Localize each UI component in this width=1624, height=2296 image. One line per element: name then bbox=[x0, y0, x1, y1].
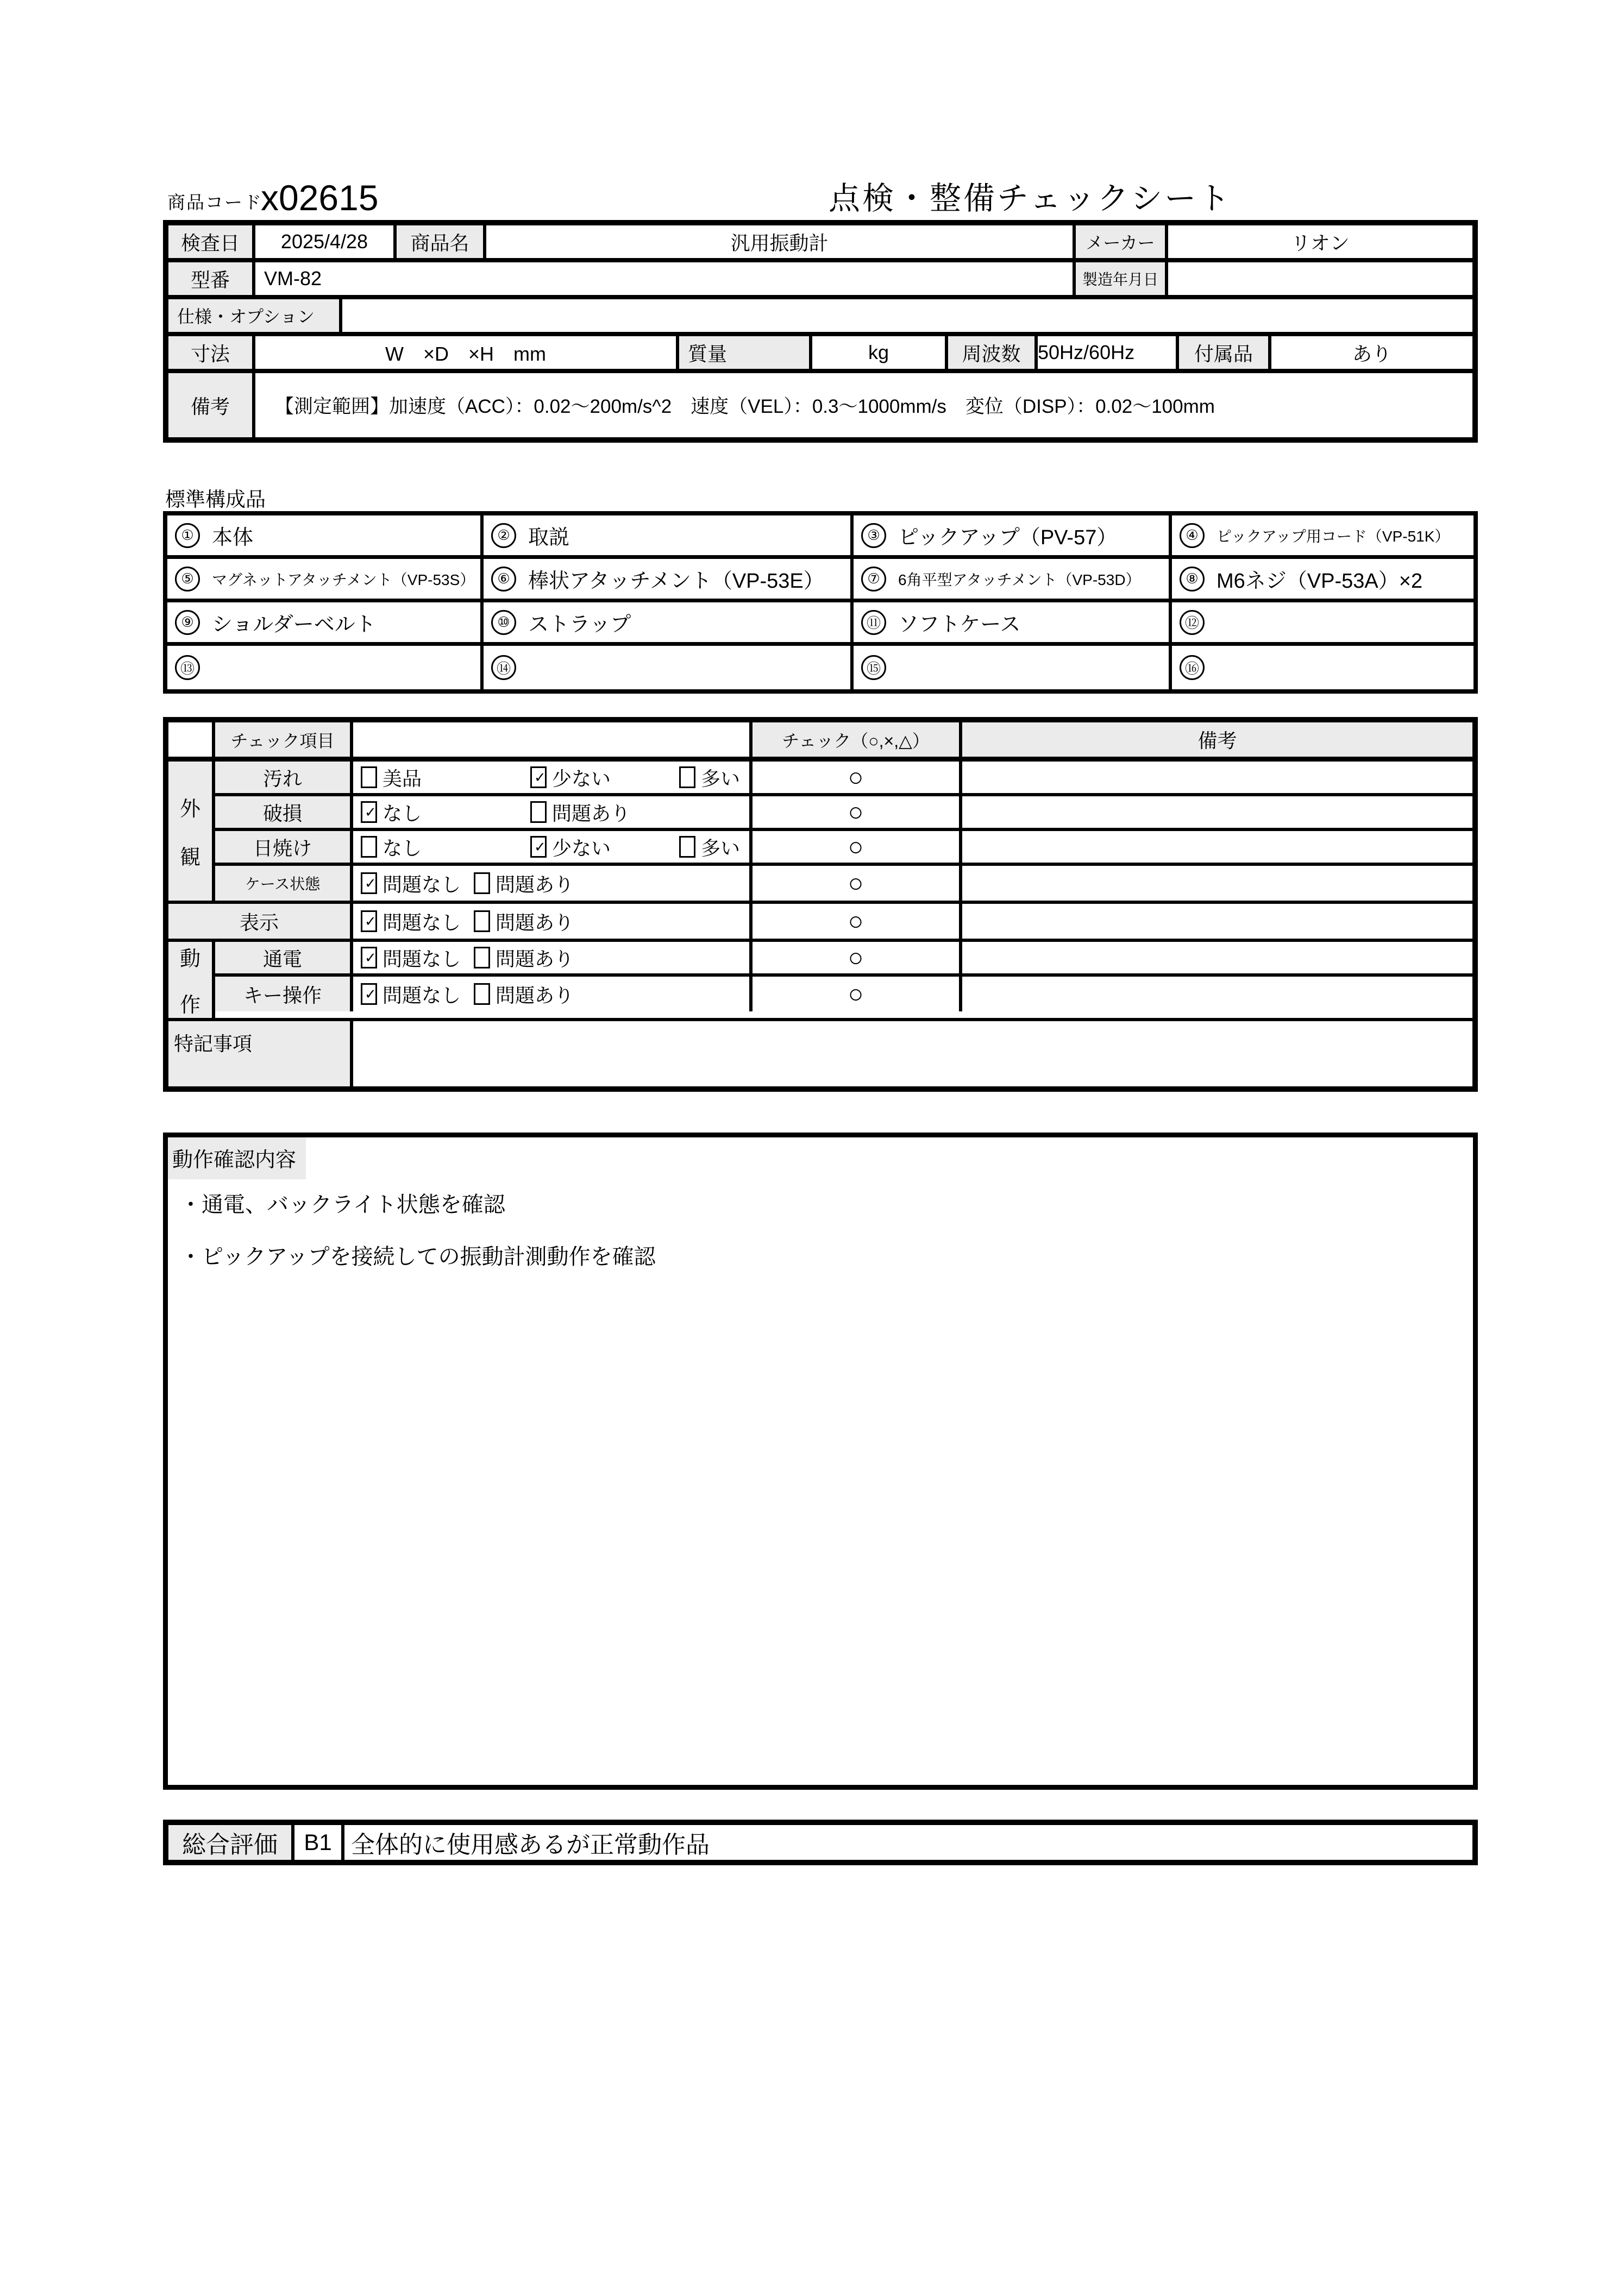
component-label: M6ネジ（VP-53A）×2 bbox=[1217, 570, 1423, 593]
component-cell bbox=[167, 559, 484, 599]
checkbox-label: 少ない bbox=[552, 767, 611, 790]
check-item-label: キー操作 bbox=[215, 977, 353, 1011]
checkbox-label: なし bbox=[383, 836, 422, 859]
check-option bbox=[530, 764, 666, 791]
component-label: 棒状アタッチメント（VP-53E） bbox=[528, 570, 824, 593]
maker-label: メーカー bbox=[1076, 225, 1168, 258]
component-label: 6角平型アタッチメント（VP-53D） bbox=[898, 571, 1141, 588]
checkbox-label: 問題なし bbox=[383, 911, 461, 934]
check-option bbox=[474, 980, 574, 1008]
check-option bbox=[679, 764, 740, 791]
components-row-2 bbox=[167, 559, 1473, 602]
overall-rating-grade: B1 bbox=[294, 1825, 344, 1860]
info-row-3 bbox=[168, 299, 1472, 336]
checkbox-icon bbox=[474, 947, 490, 968]
info-row-2 bbox=[168, 262, 1472, 299]
check-item-label: 表示 bbox=[168, 904, 353, 939]
check-option bbox=[361, 798, 517, 826]
checkbox-label: 問題あり bbox=[496, 984, 574, 1007]
check-option bbox=[474, 944, 574, 972]
inspection-check-table bbox=[163, 717, 1478, 1092]
overall-rating-comment: 全体的に使用感あるが正常動作品 bbox=[351, 1832, 710, 1858]
check-row-power bbox=[215, 942, 1472, 977]
info-row-remarks bbox=[168, 373, 1472, 437]
check-row-display bbox=[168, 904, 1472, 939]
checkbox-label: 美品 bbox=[383, 767, 422, 790]
check-option bbox=[361, 764, 517, 791]
circled-number: ⑪ bbox=[861, 610, 886, 635]
product-name-value: 汎用振動計 bbox=[486, 225, 1076, 258]
product-code-label: 商品コード bbox=[167, 192, 262, 212]
checkbox-label: 問題あり bbox=[496, 911, 574, 934]
checkbox-icon bbox=[530, 836, 547, 858]
component-cell bbox=[854, 646, 1172, 689]
check-row-damage bbox=[215, 796, 1472, 831]
component-cell bbox=[484, 559, 854, 599]
component-cell bbox=[854, 602, 1172, 642]
component-cell bbox=[167, 602, 484, 642]
product-info-table bbox=[163, 220, 1478, 443]
dimensions-value: W ×D ×H mm bbox=[255, 336, 679, 369]
circled-number: ⑨ bbox=[175, 610, 200, 635]
circled-number: ② bbox=[491, 523, 516, 548]
checkbox-icon bbox=[530, 801, 547, 823]
check-table-header bbox=[168, 722, 1472, 762]
product-name-label: 商品名 bbox=[397, 225, 486, 258]
check-remarks bbox=[962, 977, 1472, 1011]
components-table bbox=[163, 511, 1478, 694]
sheet-title: 点検・整備チェックシート bbox=[829, 181, 1232, 216]
circled-number: ⑬ bbox=[175, 655, 200, 680]
component-label: 取説 bbox=[528, 526, 570, 549]
circled-number: ⑥ bbox=[491, 567, 516, 592]
component-cell bbox=[1172, 646, 1473, 689]
circled-number: ⑫ bbox=[1180, 610, 1205, 635]
operation-group bbox=[168, 942, 1472, 1021]
inspection-date-label: 検査日 bbox=[168, 225, 255, 258]
check-option bbox=[679, 833, 740, 861]
mfg-date-value bbox=[1168, 262, 1472, 295]
remarks-label: 備考 bbox=[168, 373, 255, 437]
checkbox-label: 問題あり bbox=[552, 802, 631, 825]
check-mark-header: チェック（○,×,△） bbox=[753, 722, 962, 757]
component-cell bbox=[484, 515, 854, 555]
component-cell bbox=[1172, 515, 1473, 555]
operation-check-item: ・通電、バックライト状態を確認 bbox=[180, 1193, 505, 1217]
mfg-date-label: 製造年月日 bbox=[1076, 262, 1168, 295]
check-row-dirt bbox=[215, 762, 1472, 796]
checkbox-icon bbox=[361, 910, 377, 932]
check-row-keys bbox=[215, 977, 1472, 1011]
components-row-3 bbox=[167, 602, 1473, 646]
checkbox-label: 問題なし bbox=[383, 984, 461, 1007]
component-label: 本体 bbox=[212, 526, 254, 549]
circled-number: ④ bbox=[1180, 523, 1205, 548]
checkbox-label: 少ない bbox=[552, 836, 611, 859]
component-cell bbox=[1172, 602, 1473, 642]
check-options bbox=[353, 904, 753, 939]
check-option bbox=[361, 908, 461, 935]
components-row-4 bbox=[167, 646, 1473, 689]
weight-unit: kg bbox=[812, 336, 948, 369]
info-row-4 bbox=[168, 336, 1472, 373]
component-label: ストラップ bbox=[528, 613, 631, 636]
circled-number: ⑤ bbox=[175, 567, 200, 592]
title-block bbox=[163, 171, 1478, 219]
component-label: マグネットアタッチメント（VP-53S） bbox=[212, 571, 475, 588]
circled-number: ⑦ bbox=[861, 567, 886, 592]
operation-check-box bbox=[163, 1133, 1478, 1790]
check-options bbox=[353, 866, 753, 901]
check-options bbox=[353, 796, 753, 828]
component-cell bbox=[167, 515, 484, 555]
special-notes-label: 特記事項 bbox=[168, 1021, 353, 1086]
options-header-cell bbox=[353, 722, 753, 757]
checkbox-icon bbox=[361, 872, 377, 894]
operation-group-label: 動 作 bbox=[168, 942, 215, 1018]
group-header-cell bbox=[168, 722, 215, 757]
checkbox-label: 多い bbox=[701, 836, 741, 859]
special-notes-row bbox=[168, 1021, 1472, 1086]
check-mark: ○ bbox=[753, 866, 962, 901]
check-mark: ○ bbox=[753, 831, 962, 863]
info-row-1 bbox=[168, 225, 1472, 262]
component-label: ソフトケース bbox=[898, 613, 1021, 636]
checkbox-icon bbox=[530, 766, 547, 788]
overall-rating-label: 総合評価 bbox=[168, 1825, 294, 1860]
check-item-label: 汚れ bbox=[215, 762, 353, 793]
check-item-label: 日焼け bbox=[215, 831, 353, 863]
check-item-label: ケース状態 bbox=[215, 866, 353, 901]
checkbox-icon bbox=[474, 983, 490, 1005]
check-options bbox=[353, 977, 753, 1011]
check-option bbox=[361, 944, 461, 972]
operation-check-label: 動作確認内容 bbox=[168, 1137, 306, 1179]
check-option bbox=[530, 833, 666, 861]
model-label: 型番 bbox=[168, 262, 255, 295]
dimensions-label: 寸法 bbox=[168, 336, 255, 369]
remarks-header: 備考 bbox=[962, 722, 1472, 757]
checkbox-icon bbox=[474, 872, 490, 894]
component-cell bbox=[854, 559, 1172, 599]
check-row-sunfade bbox=[215, 831, 1472, 866]
check-mark: ○ bbox=[753, 942, 962, 973]
check-option bbox=[361, 980, 461, 1008]
check-mark: ○ bbox=[753, 904, 962, 939]
check-options bbox=[353, 942, 753, 973]
circled-number: ⑯ bbox=[1180, 655, 1205, 680]
checkbox-icon bbox=[361, 983, 377, 1005]
check-mark: ○ bbox=[753, 796, 962, 828]
inspection-date-value: 2025/4/28 bbox=[255, 225, 397, 258]
component-cell bbox=[1172, 559, 1473, 599]
component-label: ショルダーベルト bbox=[212, 613, 376, 636]
check-remarks bbox=[962, 831, 1472, 863]
check-remarks bbox=[962, 942, 1472, 973]
circled-number: ⑧ bbox=[1180, 567, 1205, 592]
component-label: ピックアップ用コード（VP-51K） bbox=[1217, 527, 1450, 545]
circled-number: ⑭ bbox=[491, 655, 516, 680]
check-option bbox=[474, 870, 574, 897]
appearance-group-label: 外 観 bbox=[168, 762, 215, 901]
check-item-label: 通電 bbox=[215, 942, 353, 973]
check-option bbox=[361, 833, 517, 861]
checkbox-label: 多い bbox=[701, 767, 741, 790]
component-cell bbox=[854, 515, 1172, 555]
accessories-value: あり bbox=[1352, 342, 1391, 365]
check-remarks bbox=[962, 762, 1472, 793]
check-options bbox=[353, 831, 753, 863]
component-cell bbox=[484, 646, 854, 689]
component-cell bbox=[484, 602, 854, 642]
frequency-label: 周波数 bbox=[948, 336, 1038, 369]
operation-check-item: ・ピックアップを接続しての振動計測動作を確認 bbox=[180, 1245, 656, 1269]
appearance-group bbox=[168, 762, 1472, 904]
check-remarks bbox=[962, 866, 1472, 901]
check-mark: ○ bbox=[753, 977, 962, 1011]
checkbox-icon bbox=[361, 766, 377, 788]
check-option bbox=[530, 798, 666, 826]
remarks-value: 【測定範囲】加速度（ACC）：0.02～200m/s^2 速度（VEL）：0.3～1000mm/s 変位（DISP）：0.02～100mm bbox=[275, 396, 1215, 417]
spec-option-value bbox=[342, 299, 1472, 332]
accessories-label: 付属品 bbox=[1179, 336, 1271, 369]
check-remarks bbox=[962, 904, 1472, 939]
checkbox-icon bbox=[679, 836, 695, 858]
checkbox-label: 問題なし bbox=[383, 947, 461, 970]
spec-option-label: 仕様・オプション bbox=[168, 299, 342, 332]
check-mark: ○ bbox=[753, 762, 962, 793]
check-option bbox=[474, 908, 574, 935]
weight-label: 質量 bbox=[679, 336, 812, 369]
checkbox-icon bbox=[361, 836, 377, 858]
checkbox-icon bbox=[361, 947, 377, 968]
check-item-label: 破損 bbox=[215, 796, 353, 828]
circled-number: ③ bbox=[861, 523, 886, 548]
circled-number: ① bbox=[175, 523, 200, 548]
check-option bbox=[361, 870, 461, 897]
maker-value: リオン bbox=[1291, 231, 1350, 254]
frequency-value: 50Hz/60Hz bbox=[1038, 336, 1179, 369]
components-section-title: 標準構成品 bbox=[165, 488, 266, 511]
check-options bbox=[353, 762, 753, 793]
checkbox-label: 問題あり bbox=[496, 873, 574, 896]
checkbox-label: 問題なし bbox=[383, 873, 461, 896]
circled-number: ⑩ bbox=[491, 610, 516, 635]
component-label: ピックアップ（PV-57） bbox=[898, 526, 1118, 549]
component-cell bbox=[167, 646, 484, 689]
check-remarks bbox=[962, 796, 1472, 828]
display-row-block bbox=[168, 904, 1472, 942]
circled-number: ⑮ bbox=[861, 655, 886, 680]
checkbox-label: 問題あり bbox=[496, 947, 574, 970]
checkbox-icon bbox=[679, 766, 695, 788]
components-row-1 bbox=[167, 515, 1473, 559]
checkbox-label: なし bbox=[383, 802, 422, 825]
checkbox-icon bbox=[361, 801, 377, 823]
check-item-header: チェック項目 bbox=[215, 722, 353, 757]
overall-rating-row bbox=[163, 1820, 1478, 1865]
checkbox-icon bbox=[474, 910, 490, 932]
model-value: VM-82 bbox=[255, 262, 1076, 295]
product-code-value: x02615 bbox=[261, 178, 379, 218]
special-notes-value bbox=[353, 1021, 1472, 1086]
check-row-case bbox=[215, 866, 1472, 901]
